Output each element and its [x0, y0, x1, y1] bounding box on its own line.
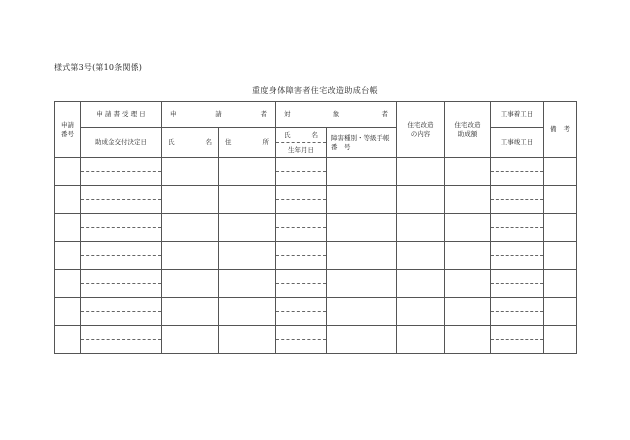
cell-work-complete[interactable]	[491, 172, 544, 186]
header-receipt-date: 申 請 書 受 理 日	[81, 102, 162, 128]
cell-decision-date[interactable]	[81, 172, 162, 186]
cell-work-complete[interactable]	[491, 312, 544, 326]
table-row	[55, 270, 577, 284]
cell-subject-birth[interactable]	[276, 340, 327, 354]
cell-disability-grade[interactable]	[327, 158, 397, 186]
cell-decision-date[interactable]	[81, 312, 162, 326]
cell-subject-birth[interactable]	[276, 200, 327, 214]
cell-subject-birth[interactable]	[276, 256, 327, 270]
form-number-label: 様式第3号(第10条関係)	[54, 63, 143, 72]
cell-applicant-name[interactable]	[162, 186, 219, 214]
cell-disability-grade[interactable]	[327, 214, 397, 242]
header-app-number: 申請番号	[55, 102, 81, 158]
cell-work-start[interactable]	[491, 158, 544, 172]
cell-decision-date[interactable]	[81, 340, 162, 354]
cell-app-number[interactable]	[55, 326, 81, 354]
header-subject-name-birth	[276, 128, 327, 158]
header-work-start: 工事着工日	[491, 102, 544, 128]
cell-decision-date[interactable]	[81, 228, 162, 242]
cell-subsidy-amount[interactable]	[445, 186, 491, 214]
cell-applicant-address[interactable]	[219, 242, 276, 270]
cell-remarks[interactable]	[544, 186, 577, 214]
cell-remarks[interactable]	[544, 326, 577, 354]
cell-app-number[interactable]	[55, 242, 81, 270]
table-row	[55, 214, 577, 228]
cell-disability-grade[interactable]	[327, 298, 397, 326]
cell-work-start[interactable]	[491, 298, 544, 312]
cell-disability-grade[interactable]	[327, 186, 397, 214]
cell-remarks[interactable]	[544, 298, 577, 326]
cell-subsidy-amount[interactable]	[445, 298, 491, 326]
cell-subject-birth[interactable]	[276, 312, 327, 326]
header-work-complete: 工事竣工日	[491, 128, 544, 158]
table-row-lower	[55, 312, 577, 326]
cell-applicant-address[interactable]	[219, 326, 276, 354]
cell-renovation-content[interactable]	[397, 326, 445, 354]
cell-applicant-address[interactable]	[219, 298, 276, 326]
cell-disability-grade[interactable]	[327, 242, 397, 270]
cell-subject-name[interactable]	[276, 214, 327, 228]
header-disability-grade: 障害種別・等級手帳 番 号	[327, 128, 397, 158]
header-remarks: 備 考	[544, 102, 577, 158]
header-row-1	[55, 102, 577, 128]
cell-subject-name[interactable]	[276, 298, 327, 312]
table-row	[55, 186, 577, 200]
table-row	[55, 326, 577, 340]
table-row	[55, 158, 577, 172]
cell-applicant-name[interactable]	[162, 326, 219, 354]
cell-decision-date[interactable]	[81, 256, 162, 270]
header-subject: 対 象 者	[276, 102, 397, 128]
table-row	[55, 242, 577, 256]
table-row-lower	[55, 284, 577, 298]
cell-applicant-address[interactable]	[219, 214, 276, 242]
cell-remarks[interactable]	[544, 270, 577, 298]
cell-receipt-date[interactable]	[81, 270, 162, 284]
cell-app-number[interactable]	[55, 158, 81, 186]
cell-receipt-date[interactable]	[81, 326, 162, 340]
cell-renovation-content[interactable]	[397, 270, 445, 298]
cell-renovation-content[interactable]	[397, 158, 445, 186]
cell-remarks[interactable]	[544, 158, 577, 186]
cell-receipt-date[interactable]	[81, 242, 162, 256]
cell-renovation-content[interactable]	[397, 242, 445, 270]
ledger-table	[54, 101, 577, 354]
cell-subject-name[interactable]	[276, 158, 327, 172]
cell-subject-birth[interactable]	[276, 284, 327, 298]
cell-decision-date[interactable]	[81, 200, 162, 214]
header-subject-name: 氏 名	[276, 128, 326, 143]
cell-applicant-name[interactable]	[162, 214, 219, 242]
cell-applicant-name[interactable]	[162, 298, 219, 326]
cell-subsidy-amount[interactable]	[445, 214, 491, 242]
table-row-lower	[55, 228, 577, 242]
cell-work-start[interactable]	[491, 270, 544, 284]
cell-renovation-content[interactable]	[397, 214, 445, 242]
header-renovation-content: 住宅改造の内容	[397, 102, 445, 158]
cell-app-number[interactable]	[55, 214, 81, 242]
cell-subject-name[interactable]	[276, 326, 327, 340]
header-applicant: 申 請 者	[162, 102, 276, 128]
cell-applicant-name[interactable]	[162, 242, 219, 270]
cell-work-start[interactable]	[491, 326, 544, 340]
cell-applicant-name[interactable]	[162, 158, 219, 186]
cell-disability-grade[interactable]	[327, 326, 397, 354]
header-subject-birth: 生年月日	[288, 146, 314, 154]
cell-work-complete[interactable]	[491, 256, 544, 270]
table-row-lower	[55, 340, 577, 354]
table-row-lower	[55, 200, 577, 214]
cell-subject-name[interactable]	[276, 186, 327, 200]
cell-work-start[interactable]	[491, 186, 544, 200]
cell-work-complete[interactable]	[491, 284, 544, 298]
table-row	[55, 298, 577, 312]
table-row-lower	[55, 172, 577, 186]
cell-applicant-address[interactable]	[219, 186, 276, 214]
header-applicant-name: 氏 名	[162, 128, 219, 158]
header-row-2	[55, 128, 577, 158]
cell-work-start[interactable]	[491, 242, 544, 256]
cell-receipt-date[interactable]	[81, 186, 162, 200]
cell-app-number[interactable]	[55, 298, 81, 326]
cell-subsidy-amount[interactable]	[445, 326, 491, 354]
cell-subsidy-amount[interactable]	[445, 242, 491, 270]
cell-work-start[interactable]	[491, 214, 544, 228]
cell-work-complete[interactable]	[491, 228, 544, 242]
cell-subject-birth[interactable]	[276, 172, 327, 186]
cell-subsidy-amount[interactable]	[445, 270, 491, 298]
header-subsidy-amount: 住宅改造助成額	[445, 102, 491, 158]
cell-receipt-date[interactable]	[81, 158, 162, 172]
header-decision-date: 助成金交付決定日	[81, 128, 162, 158]
cell-subject-name[interactable]	[276, 242, 327, 256]
cell-work-complete[interactable]	[491, 340, 544, 354]
cell-subsidy-amount[interactable]	[445, 158, 491, 186]
table-row-lower	[55, 256, 577, 270]
cell-receipt-date[interactable]	[81, 298, 162, 312]
cell-renovation-content[interactable]	[397, 298, 445, 326]
cell-app-number[interactable]	[55, 186, 81, 214]
cell-receipt-date[interactable]	[81, 214, 162, 228]
cell-applicant-address[interactable]	[219, 158, 276, 186]
header-applicant-address: 住 所	[219, 128, 276, 158]
cell-disability-grade[interactable]	[327, 270, 397, 298]
cell-remarks[interactable]	[544, 242, 577, 270]
cell-work-complete[interactable]	[491, 200, 544, 214]
cell-app-number[interactable]	[55, 270, 81, 298]
cell-renovation-content[interactable]	[397, 186, 445, 214]
cell-applicant-name[interactable]	[162, 270, 219, 298]
cell-subject-name[interactable]	[276, 270, 327, 284]
cell-applicant-address[interactable]	[219, 270, 276, 298]
cell-decision-date[interactable]	[81, 284, 162, 298]
document-title: 重度身体障害者住宅改造助成台帳	[252, 86, 378, 95]
cell-remarks[interactable]	[544, 214, 577, 242]
cell-subject-birth[interactable]	[276, 228, 327, 242]
